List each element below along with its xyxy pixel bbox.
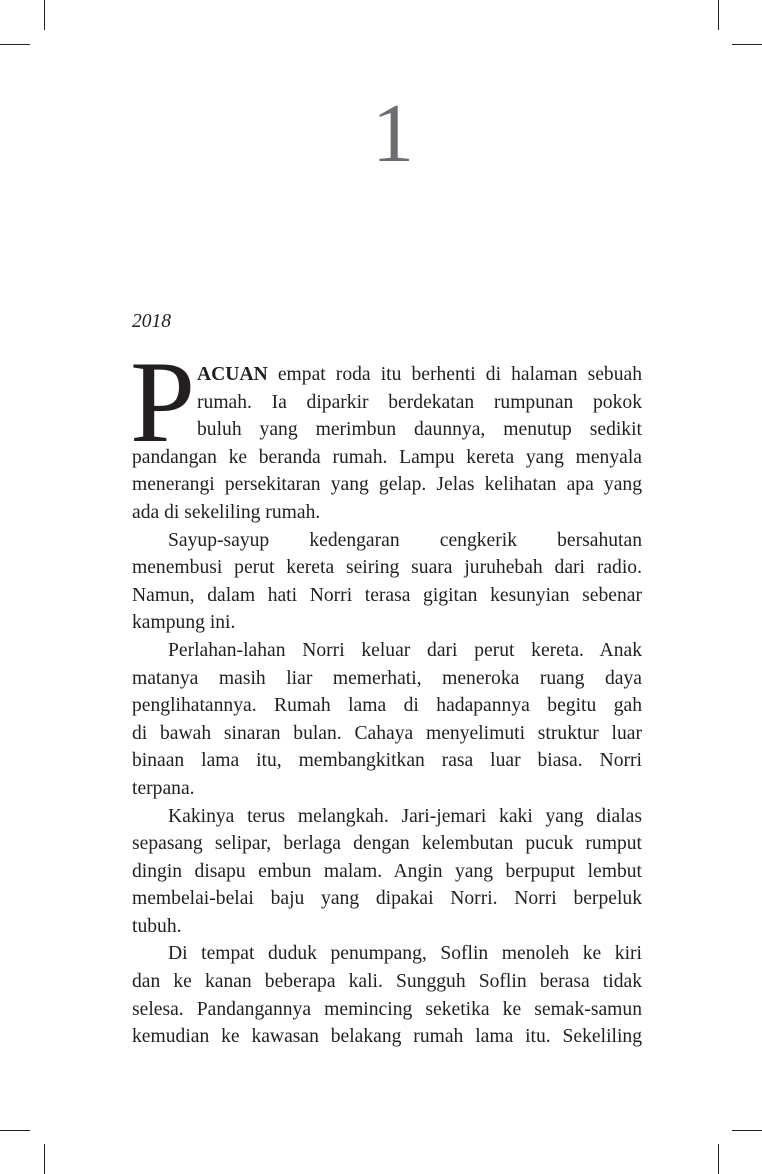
text-line: kampung ini. — [132, 612, 236, 634]
text-line: kemudian ke kawasan belakang rumah lama itu. Sekeliling — [132, 1026, 642, 1048]
crop-mark — [0, 44, 30, 45]
drop-cap: P — [130, 338, 196, 467]
text-line: binaan lama itu, membangkitkan rasa luar biasa. Norri — [132, 750, 642, 772]
text-line: Namun, dalam hati Norri terasa gigitan kesunyian sebenar — [132, 584, 642, 606]
text-line: matanya masih liar memerhati, meneroka ruang daya — [132, 667, 642, 689]
text-line: ada di sekeliling rumah. — [132, 501, 321, 523]
text-line: menerangi persekitaran yang gelap. Jelas kelihatan apa yang — [132, 474, 642, 496]
text-line: dan ke kanan beberapa kali. Sungguh Soflin berasa tidak — [132, 971, 642, 993]
chapter-year: 2018 — [132, 311, 171, 332]
text-line: menembusi perut kereta seiring suara juruhebah dari radio. — [132, 557, 642, 579]
crop-mark — [732, 44, 762, 45]
text-line: penglihatannya. Rumah lama di hadapannya begitu gah — [132, 695, 642, 717]
text-line: rumah. Ia diparkir berdekatan rumpunan pokok — [197, 391, 642, 413]
text-line: terpana. — [132, 777, 195, 799]
text-line: Sayup-sayup kedengaran cengkerik bersahutan — [168, 529, 642, 551]
text-line: Kakinya terus melangkah. Jari-jemari kaki yang dialas — [168, 805, 642, 827]
text-line: sepasang selipar, berlaga dengan kelembutan pucuk rumput — [132, 833, 642, 855]
text-line — [132, 361, 642, 389]
crop-mark — [0, 1130, 30, 1131]
text-line: membelai-belai baju yang dipakai Norri. Norri berpeluk — [132, 888, 642, 910]
body-text — [132, 361, 642, 1051]
crop-mark — [44, 0, 45, 30]
crop-mark — [44, 1144, 45, 1174]
chapter-number: 1 — [372, 87, 414, 180]
crop-mark — [718, 1144, 719, 1174]
text-line: di bawah sinaran bulan. Cahaya menyelimuti struktur luar — [132, 722, 642, 744]
text-line: buluh yang merimbun daunnya, menutup sedikit — [197, 419, 642, 441]
crop-mark — [718, 0, 719, 30]
text-line: Perlahan-lahan Norri keluar dari perut kereta. Anak — [168, 639, 642, 661]
text-line: Di tempat duduk penumpang, Soflin menoleh ke kiri — [168, 943, 642, 965]
text-line: dingin disapu embun malam. Angin yang berpuput lembut — [132, 860, 642, 882]
text-line: tubuh. — [132, 915, 182, 937]
lead-bold-word: ACUAN — [197, 364, 268, 385]
text-span: empat roda itu berhenti di halaman sebuah — [267, 364, 642, 385]
crop-mark — [732, 1130, 762, 1131]
text-line: selesa. Pandangannya memincing seketika ke semak-samun — [132, 998, 642, 1020]
text-line: pandangan ke beranda rumah. Lampu kereta yang menyala — [132, 446, 642, 468]
